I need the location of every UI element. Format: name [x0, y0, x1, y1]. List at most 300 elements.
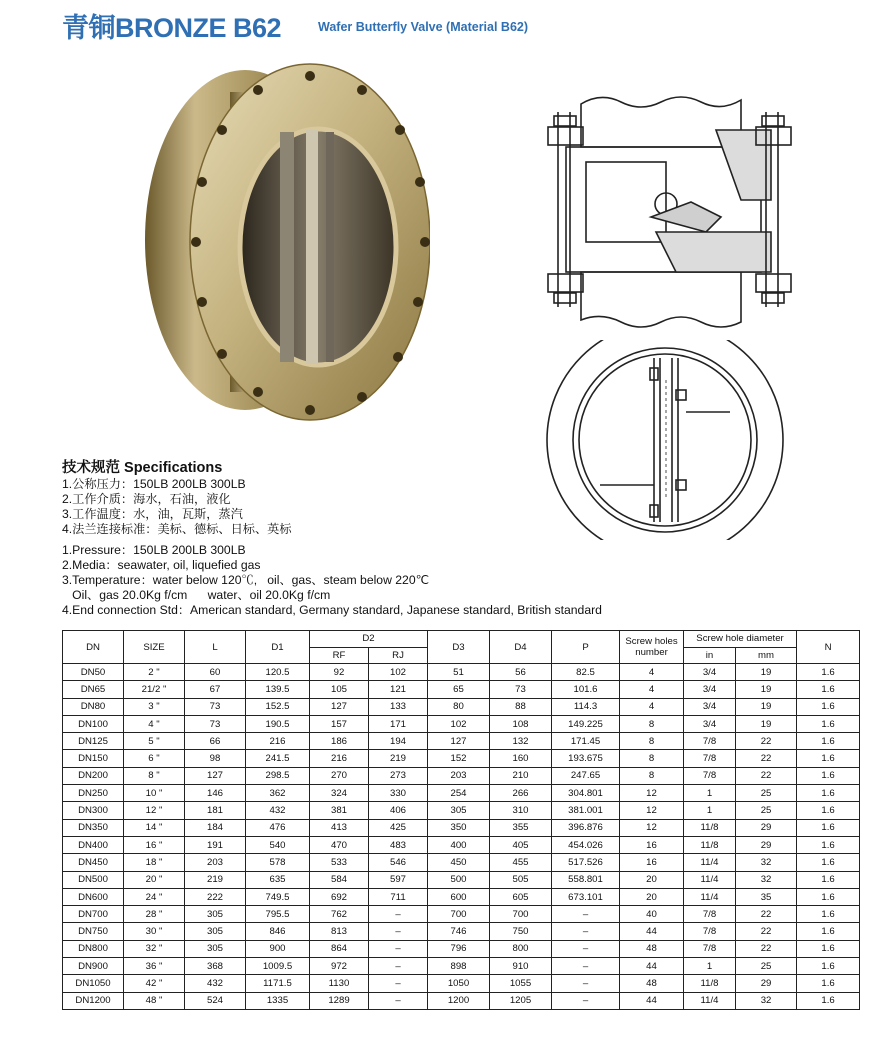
- table-cell: 605: [490, 888, 552, 905]
- table-cell: 455: [490, 854, 552, 871]
- table-cell: 56: [490, 664, 552, 681]
- table-cell: 114.3: [552, 698, 620, 715]
- table-cell: 796: [428, 940, 490, 957]
- table-cell: 22: [736, 750, 797, 767]
- table-cell: 152: [428, 750, 490, 767]
- header-in: in: [684, 647, 736, 664]
- table-cell: 22: [736, 767, 797, 784]
- spec-cn-line: 2.工作介质：海水，石油，液化: [62, 492, 231, 506]
- table-cell: 35: [736, 888, 797, 905]
- table-cell: 533: [310, 854, 369, 871]
- table-cell: 194: [369, 733, 428, 750]
- table-cell: 11/4: [684, 854, 736, 871]
- table-cell: 8: [620, 767, 684, 784]
- table-cell: 600: [428, 888, 490, 905]
- table-cell: 36 ": [124, 958, 185, 975]
- header-d4: D4: [490, 631, 552, 664]
- header-n: N: [797, 631, 860, 664]
- table-cell: 1.6: [797, 992, 860, 1009]
- table-cell: 171: [369, 715, 428, 732]
- table-cell: 1.6: [797, 854, 860, 871]
- table-cell: 405: [490, 836, 552, 853]
- table-cell: 216: [310, 750, 369, 767]
- table-cell: 32: [736, 871, 797, 888]
- table-cell: 127: [310, 698, 369, 715]
- table-cell: 362: [246, 785, 310, 802]
- table-cell: 1.6: [797, 958, 860, 975]
- table-row: [63, 906, 860, 923]
- table-cell: –: [552, 923, 620, 940]
- table-cell: 14 ": [124, 819, 185, 836]
- table-cell: 12 ": [124, 802, 185, 819]
- table-cell: 584: [310, 871, 369, 888]
- table-cell: DN900: [63, 958, 124, 975]
- table-cell: 146: [185, 785, 246, 802]
- spec-en-line: 2.Media：seawater, oil, liquefied gas: [62, 558, 261, 572]
- table-row: [63, 681, 860, 698]
- table-row: [63, 958, 860, 975]
- header-rj: RJ: [369, 647, 428, 664]
- table-cell: DN1050: [63, 975, 124, 992]
- table-cell: 972: [310, 958, 369, 975]
- table-cell: 4 ": [124, 715, 185, 732]
- table-cell: 48: [620, 975, 684, 992]
- table-cell: DN300: [63, 802, 124, 819]
- table-cell: 11/8: [684, 975, 736, 992]
- table-cell: 181: [185, 802, 246, 819]
- table-cell: 3/4: [684, 715, 736, 732]
- table-cell: 102: [428, 715, 490, 732]
- table-cell: 273: [369, 767, 428, 784]
- table-cell: DN750: [63, 923, 124, 940]
- header-dn: DN: [63, 631, 124, 664]
- table-cell: 524: [185, 992, 246, 1009]
- table-cell: DN250: [63, 785, 124, 802]
- table-cell: 1.6: [797, 888, 860, 905]
- table-cell: 132: [490, 733, 552, 750]
- table-cell: DN150: [63, 750, 124, 767]
- table-cell: 4: [620, 664, 684, 681]
- table-cell: 540: [246, 836, 310, 853]
- table-cell: 1.6: [797, 802, 860, 819]
- table-cell: 305: [185, 906, 246, 923]
- table-cell: 82.5: [552, 664, 620, 681]
- table-cell: 7/8: [684, 923, 736, 940]
- table-cell: 66: [185, 733, 246, 750]
- table-cell: 44: [620, 923, 684, 940]
- table-body: [63, 664, 860, 1010]
- table-cell: 396.876: [552, 819, 620, 836]
- table-cell: 19: [736, 715, 797, 732]
- valve-section-drawing: [526, 92, 798, 332]
- table-cell: 22: [736, 923, 797, 940]
- table-row: [63, 698, 860, 715]
- page-subtitle: Wafer Butterfly Valve (Material B62): [318, 20, 529, 34]
- table-cell: 44: [620, 992, 684, 1009]
- table-cell: 1.6: [797, 733, 860, 750]
- table-cell: 1.6: [797, 715, 860, 732]
- spec-en-line: Oil、gas 20.0Kg f/cm water、oil 20.0Kg f/cm: [62, 588, 331, 602]
- table-cell: 7/8: [684, 940, 736, 957]
- header-mm: mm: [736, 647, 797, 664]
- table-cell: 20 ": [124, 871, 185, 888]
- table-cell: 139.5: [246, 681, 310, 698]
- table-cell: 203: [185, 854, 246, 871]
- table-cell: –: [552, 975, 620, 992]
- table-cell: 3 ": [124, 698, 185, 715]
- table-cell: DN600: [63, 888, 124, 905]
- table-cell: 1009.5: [246, 958, 310, 975]
- table-cell: –: [369, 958, 428, 975]
- table-cell: DN50: [63, 664, 124, 681]
- table-cell: 127: [185, 767, 246, 784]
- header-size: SIZE: [124, 631, 185, 664]
- table-cell: 1335: [246, 992, 310, 1009]
- table-cell: 1: [684, 802, 736, 819]
- table-cell: 1.6: [797, 923, 860, 940]
- table-cell: 413: [310, 819, 369, 836]
- table-cell: 8: [620, 715, 684, 732]
- table-cell: 216: [246, 733, 310, 750]
- table-cell: 1: [684, 785, 736, 802]
- table-cell: 32: [736, 854, 797, 871]
- table-cell: 11/8: [684, 836, 736, 853]
- table-cell: 692: [310, 888, 369, 905]
- table-cell: DN200: [63, 767, 124, 784]
- table-cell: 67: [185, 681, 246, 698]
- table-cell: 711: [369, 888, 428, 905]
- table-cell: 8: [620, 733, 684, 750]
- table-row: [63, 733, 860, 750]
- table-cell: 73: [490, 681, 552, 698]
- table-cell: 310: [490, 802, 552, 819]
- table-cell: 193.675: [552, 750, 620, 767]
- spec-cn-line: 4.法兰连接标准：美标、德标、日标、英标: [62, 522, 292, 536]
- table-row: [63, 715, 860, 732]
- table-cell: 330: [369, 785, 428, 802]
- table-cell: DN80: [63, 698, 124, 715]
- table-cell: 846: [246, 923, 310, 940]
- table-cell: 127: [428, 733, 490, 750]
- table-cell: –: [552, 958, 620, 975]
- table-cell: 121: [369, 681, 428, 698]
- table-cell: 3/4: [684, 681, 736, 698]
- table-cell: 120.5: [246, 664, 310, 681]
- valve-photo: [130, 62, 430, 432]
- header-l: L: [185, 631, 246, 664]
- table-cell: 7/8: [684, 906, 736, 923]
- table-cell: 304.801: [552, 785, 620, 802]
- table-cell: –: [369, 992, 428, 1009]
- table-cell: 73: [185, 715, 246, 732]
- table-cell: 19: [736, 664, 797, 681]
- table-cell: 266: [490, 785, 552, 802]
- table-row: [63, 854, 860, 871]
- table-cell: 749.5: [246, 888, 310, 905]
- table-cell: 1.6: [797, 767, 860, 784]
- table-row: [63, 802, 860, 819]
- table-cell: 210: [490, 767, 552, 784]
- table-cell: 7/8: [684, 767, 736, 784]
- table-cell: 597: [369, 871, 428, 888]
- table-cell: 20: [620, 871, 684, 888]
- table-cell: 191: [185, 836, 246, 853]
- table-cell: 25: [736, 785, 797, 802]
- table-cell: 22: [736, 940, 797, 957]
- spec-cn-line: 1.公称压力：150LB 200LB 300LB: [62, 477, 246, 491]
- table-cell: 22: [736, 733, 797, 750]
- table-cell: 454.026: [552, 836, 620, 853]
- table-cell: DN500: [63, 871, 124, 888]
- table-cell: –: [369, 906, 428, 923]
- table-cell: 1289: [310, 992, 369, 1009]
- table-cell: 746: [428, 923, 490, 940]
- table-cell: 1.6: [797, 785, 860, 802]
- dimension-table: [62, 630, 860, 1010]
- table-cell: 10 ": [124, 785, 185, 802]
- table-cell: 4: [620, 698, 684, 715]
- table-cell: 21/2 ": [124, 681, 185, 698]
- table-cell: 381.001: [552, 802, 620, 819]
- table-cell: 898: [428, 958, 490, 975]
- table-cell: 1: [684, 958, 736, 975]
- table-cell: 171.45: [552, 733, 620, 750]
- spec-en-line: 3.Temperature：water below 120℃, oil、gas、steam below 220℃: [62, 573, 430, 587]
- table-cell: 16: [620, 854, 684, 871]
- table-cell: 105: [310, 681, 369, 698]
- table-cell: 305: [185, 940, 246, 957]
- table-cell: 22: [736, 906, 797, 923]
- table-cell: 20: [620, 888, 684, 905]
- table-cell: 152.5: [246, 698, 310, 715]
- table-cell: 29: [736, 836, 797, 853]
- table-cell: –: [369, 923, 428, 940]
- table-cell: –: [552, 906, 620, 923]
- table-row: [63, 836, 860, 853]
- table-row: [63, 992, 860, 1009]
- table-cell: 101.6: [552, 681, 620, 698]
- table-cell: 432: [246, 802, 310, 819]
- table-cell: 48 ": [124, 992, 185, 1009]
- table-cell: 381: [310, 802, 369, 819]
- table-cell: 305: [185, 923, 246, 940]
- table-cell: 324: [310, 785, 369, 802]
- table-cell: 635: [246, 871, 310, 888]
- table-cell: 24 ": [124, 888, 185, 905]
- table-cell: 270: [310, 767, 369, 784]
- table-cell: 160: [490, 750, 552, 767]
- table-cell: DN100: [63, 715, 124, 732]
- table-cell: 3/4: [684, 698, 736, 715]
- table-cell: 29: [736, 975, 797, 992]
- page-title: 青铜BRONZE B62: [62, 13, 282, 43]
- table-cell: 1.6: [797, 836, 860, 853]
- table-cell: 157: [310, 715, 369, 732]
- table-cell: 254: [428, 785, 490, 802]
- table-cell: 73: [185, 698, 246, 715]
- table-cell: 800: [490, 940, 552, 957]
- table-row: [63, 767, 860, 784]
- table-cell: 2 ": [124, 664, 185, 681]
- header-p: P: [552, 631, 620, 664]
- table-cell: 92: [310, 664, 369, 681]
- table-cell: 750: [490, 923, 552, 940]
- table-cell: 432: [185, 975, 246, 992]
- table-cell: DN400: [63, 836, 124, 853]
- table-cell: 32: [736, 992, 797, 1009]
- table-cell: 25: [736, 958, 797, 975]
- table-row: [63, 923, 860, 940]
- table-cell: 190.5: [246, 715, 310, 732]
- table-cell: DN125: [63, 733, 124, 750]
- table-cell: 88: [490, 698, 552, 715]
- table-cell: 4: [620, 681, 684, 698]
- table-cell: 1.6: [797, 698, 860, 715]
- table-cell: 32 ": [124, 940, 185, 957]
- table-cell: 483: [369, 836, 428, 853]
- table-cell: 48: [620, 940, 684, 957]
- table-cell: 42 ": [124, 975, 185, 992]
- table-cell: 517.526: [552, 854, 620, 871]
- table-cell: 298.5: [246, 767, 310, 784]
- table-row: [63, 664, 860, 681]
- spec-cn-line: 3.工作温度：水，油，瓦斯，蒸汽: [62, 507, 243, 521]
- table-cell: 108: [490, 715, 552, 732]
- table-cell: 80: [428, 698, 490, 715]
- table-cell: 1050: [428, 975, 490, 992]
- table-cell: –: [369, 940, 428, 957]
- table-cell: 19: [736, 681, 797, 698]
- table-row: [63, 819, 860, 836]
- table-cell: 51: [428, 664, 490, 681]
- table-cell: 425: [369, 819, 428, 836]
- table-cell: 1200: [428, 992, 490, 1009]
- table-cell: 149.225: [552, 715, 620, 732]
- table-row: [63, 871, 860, 888]
- table-cell: 11/8: [684, 819, 736, 836]
- table-cell: 1055: [490, 975, 552, 992]
- table-cell: 16 ": [124, 836, 185, 853]
- table-row: [63, 888, 860, 905]
- table-cell: 406: [369, 802, 428, 819]
- table-cell: 673.101: [552, 888, 620, 905]
- table-cell: 11/4: [684, 871, 736, 888]
- header-screw-holes-number: Screw holes number: [620, 631, 684, 664]
- table-cell: 3/4: [684, 664, 736, 681]
- table-cell: 864: [310, 940, 369, 957]
- header-rf: RF: [310, 647, 369, 664]
- table-cell: DN1200: [63, 992, 124, 1009]
- table-cell: 25: [736, 802, 797, 819]
- table-cell: 350: [428, 819, 490, 836]
- table-cell: 910: [490, 958, 552, 975]
- header-screw-hole-diameter: Screw hole diameter: [684, 631, 797, 648]
- table-cell: DN700: [63, 906, 124, 923]
- table-cell: DN65: [63, 681, 124, 698]
- table-cell: 762: [310, 906, 369, 923]
- table-cell: 368: [185, 958, 246, 975]
- table-cell: 1171.5: [246, 975, 310, 992]
- table-cell: 60: [185, 664, 246, 681]
- table-row: [63, 785, 860, 802]
- table-cell: 16: [620, 836, 684, 853]
- table-cell: 700: [428, 906, 490, 923]
- table-cell: 12: [620, 785, 684, 802]
- table-cell: 900: [246, 940, 310, 957]
- table-cell: 6 ": [124, 750, 185, 767]
- table-cell: 11/4: [684, 888, 736, 905]
- table-cell: 222: [185, 888, 246, 905]
- table-cell: 400: [428, 836, 490, 853]
- table-cell: 18 ": [124, 854, 185, 871]
- table-cell: 1.6: [797, 975, 860, 992]
- table-cell: 546: [369, 854, 428, 871]
- table-cell: 203: [428, 767, 490, 784]
- table-cell: 500: [428, 871, 490, 888]
- table-cell: 700: [490, 906, 552, 923]
- table-cell: 1130: [310, 975, 369, 992]
- table-cell: 1.6: [797, 906, 860, 923]
- table-cell: 65: [428, 681, 490, 698]
- table-cell: 219: [369, 750, 428, 767]
- table-cell: 98: [185, 750, 246, 767]
- table-cell: –: [552, 940, 620, 957]
- table-cell: 1205: [490, 992, 552, 1009]
- table-cell: 505: [490, 871, 552, 888]
- header-d2: D2: [310, 631, 428, 648]
- table-cell: 184: [185, 819, 246, 836]
- table-cell: 1.6: [797, 664, 860, 681]
- table-cell: 8 ": [124, 767, 185, 784]
- header-d1: D1: [246, 631, 310, 664]
- table-cell: 19: [736, 698, 797, 715]
- table-cell: 28 ": [124, 906, 185, 923]
- table-cell: 12: [620, 802, 684, 819]
- table-cell: 12: [620, 819, 684, 836]
- table-cell: –: [552, 992, 620, 1009]
- table-cell: 11/4: [684, 992, 736, 1009]
- table-cell: 578: [246, 854, 310, 871]
- specifications-title: 技术规范 Specifications: [62, 460, 223, 476]
- table-cell: 186: [310, 733, 369, 750]
- table-cell: 7/8: [684, 733, 736, 750]
- table-cell: 29: [736, 819, 797, 836]
- spec-en-line: 4.End connection Std：American standard, Germany standard, Japanese standard, British standard: [62, 603, 602, 617]
- valve-front-drawing: [540, 340, 790, 540]
- table-cell: DN450: [63, 854, 124, 871]
- table-cell: 5 ": [124, 733, 185, 750]
- table-cell: DN800: [63, 940, 124, 957]
- table-row: [63, 975, 860, 992]
- table-cell: 8: [620, 750, 684, 767]
- table-cell: 1.6: [797, 871, 860, 888]
- spec-en-line: 1.Pressure：150LB 200LB 300LB: [62, 543, 246, 557]
- table-cell: 450: [428, 854, 490, 871]
- table-cell: 470: [310, 836, 369, 853]
- table-cell: 133: [369, 698, 428, 715]
- table-cell: 1.6: [797, 750, 860, 767]
- table-cell: 795.5: [246, 906, 310, 923]
- table-cell: 40: [620, 906, 684, 923]
- table-row: [63, 940, 860, 957]
- table-cell: 102: [369, 664, 428, 681]
- table-cell: 558.801: [552, 871, 620, 888]
- table-cell: 247.65: [552, 767, 620, 784]
- table-cell: 1.6: [797, 940, 860, 957]
- table-cell: 7/8: [684, 750, 736, 767]
- header-d3: D3: [428, 631, 490, 664]
- table-cell: –: [369, 975, 428, 992]
